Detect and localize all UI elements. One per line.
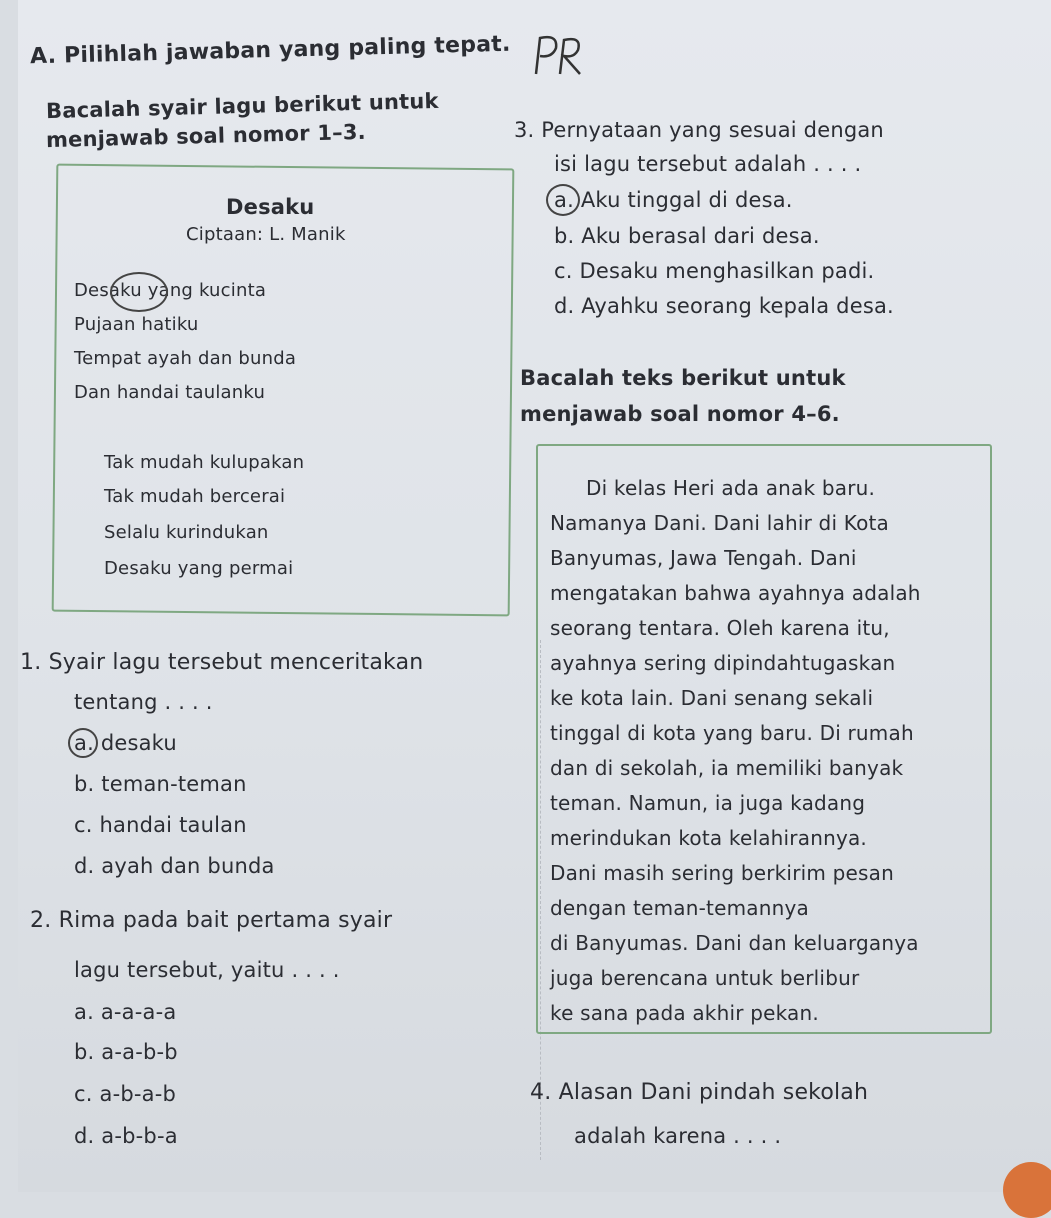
left-intro-line2: menjawab soal nomor 1–3.	[45, 119, 367, 153]
q2-option-a[interactable]: a. a-a-a-a	[74, 1000, 177, 1024]
passage-line: ayahnya sering dipindahtugaskan	[550, 651, 896, 675]
left-intro-line1: Bacalah syair lagu berikut untuk	[45, 88, 439, 124]
right-intro-line2: menjawab soal nomor 4–6.	[520, 402, 840, 426]
q2-option-b[interactable]: b. a-a-b-b	[74, 1040, 178, 1064]
right-intro-line1: Bacalah teks berikut untuk	[520, 366, 846, 390]
passage-line: ke kota lain. Dani senang sekali	[550, 686, 874, 710]
handwritten-signature	[530, 30, 590, 80]
song-title: Desaku	[226, 195, 315, 219]
passage-line: Namanya Dani. Dani lahir di Kota	[550, 511, 890, 535]
song-line: Pujaan hatiku	[74, 314, 199, 335]
song-author: Ciptaan: L. Manik	[186, 224, 346, 245]
passage-line: Di kelas Heri ada anak baru.	[586, 476, 876, 500]
answer-circle	[68, 728, 98, 758]
q1-option-a[interactable]: a. desaku	[74, 731, 177, 755]
q2-option-c[interactable]: c. a-b-a-b	[74, 1082, 177, 1106]
passage-line: juga berencana untuk berlibur	[550, 966, 860, 990]
q1-option-c[interactable]: c. handai taulan	[74, 813, 247, 837]
q3-stem-line2: isi lagu tersebut adalah . . . .	[554, 152, 862, 176]
answer-circle	[546, 184, 580, 216]
q1-stem-line1: 1. Syair lagu tersebut menceritakan	[20, 650, 424, 675]
song-line: Desaku yang permai	[104, 558, 294, 579]
q3-option-b[interactable]: b. Aku berasal dari desa.	[554, 224, 820, 248]
passage-line: dengan teman-temannya	[550, 896, 809, 920]
passage-line: Dani masih sering berkirim pesan	[550, 861, 894, 885]
song-line: Dan handai taulanku	[74, 382, 266, 403]
song-line: Desaku yang kucinta	[74, 280, 267, 301]
passage-line: dan di sekolah, ia memiliki banyak	[550, 756, 904, 780]
q3-stem-line1: 3. Pernyataan yang sesuai dengan	[514, 118, 884, 142]
corner-sticker	[1003, 1162, 1051, 1218]
passage-line: di Banyumas. Dani dan keluarganya	[550, 931, 919, 955]
q4-stem-line2: adalah karena . . . .	[574, 1124, 782, 1148]
q1-stem-line2: tentang . . . .	[74, 690, 213, 714]
worksheet-page	[18, 0, 1051, 1192]
passage-line: teman. Namun, ia juga kadang	[550, 791, 866, 815]
song-line: Selalu kurindukan	[104, 522, 269, 543]
q4-stem-line1: 4. Alasan Dani pindah sekolah	[530, 1080, 869, 1105]
passage-line: merindukan kota kelahirannya.	[550, 826, 867, 850]
song-line: Tak mudah kulupakan	[104, 452, 305, 473]
q2-option-d[interactable]: d. a-b-b-a	[74, 1124, 178, 1148]
q2-stem-line1: 2. Rima pada bait pertama syair	[30, 908, 393, 933]
q2-stem-line2: lagu tersebut, yaitu . . . .	[74, 958, 340, 982]
q3-option-d[interactable]: d. Ayahku seorang kepala desa.	[554, 294, 894, 318]
q3-option-c[interactable]: c. Desaku menghasilkan padi.	[554, 259, 875, 283]
song-line: Tak mudah bercerai	[104, 486, 286, 507]
passage-line: Banyumas, Jawa Tengah. Dani	[550, 546, 857, 570]
passage-line: tinggal di kota yang baru. Di rumah	[550, 721, 914, 745]
answer-circle	[110, 272, 168, 312]
q1-option-d[interactable]: d. ayah dan bunda	[74, 854, 275, 878]
passage-line: ke sana pada akhir pekan.	[550, 1001, 819, 1025]
song-line: Tempat ayah dan bunda	[74, 348, 297, 369]
section-a-instruction: A. Pilihlah jawaban yang paling tepat.	[29, 31, 511, 70]
q1-option-b[interactable]: b. teman-teman	[74, 772, 247, 796]
passage-line: seorang tentara. Oleh karena itu,	[550, 616, 890, 640]
q3-option-a[interactable]: a. Aku tinggal di desa.	[554, 188, 793, 212]
passage-line: mengatakan bahwa ayahnya adalah	[550, 581, 921, 605]
